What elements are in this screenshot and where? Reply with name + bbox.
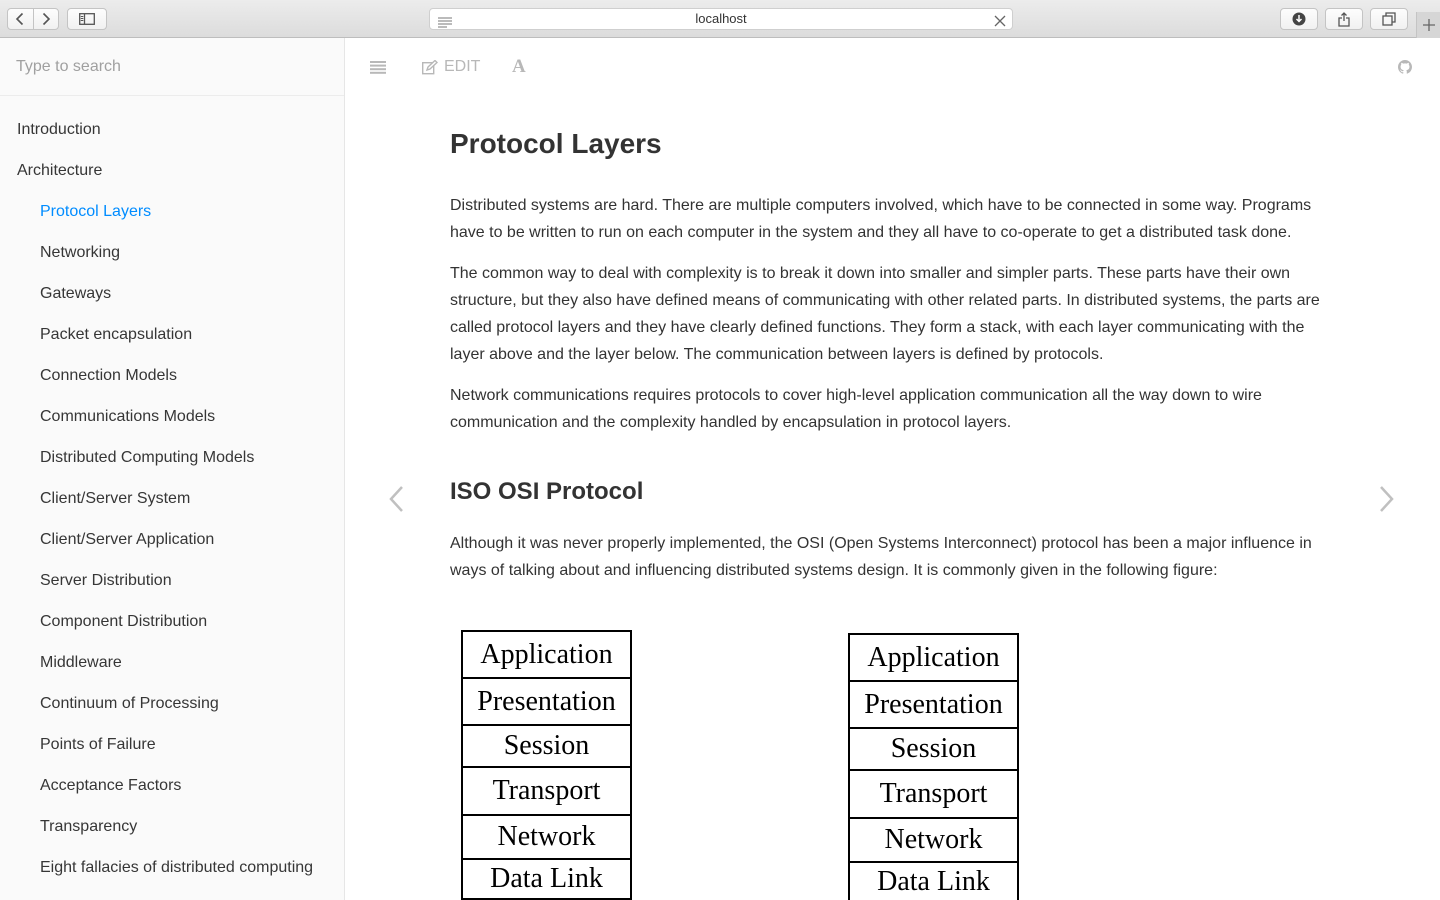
protocol-layer: Presentation [463,679,630,726]
chevron-right-icon [1376,484,1396,514]
tabs-icon [1382,12,1396,26]
edit-icon [422,60,438,75]
sidebar-item[interactable]: Architecture [17,162,103,179]
plus-icon [1423,19,1435,31]
sidebar-item[interactable]: Connection Models [40,367,177,384]
osi-figure-left [461,630,632,900]
font-icon: A [512,56,526,77]
search-input[interactable] [16,58,328,76]
paragraph: The common way to deal with complexity is to break it down into smaller and simpler parts. These parts have their own structure, but they also have defined means of communicating with other related parts. In distributed systems, the parts are called protocol layers and they have clearly defined functions. They form a stack, with each layer communicating with the layer above and the layer below. The communication between layers is defined by protocols. [450,265,1320,363]
protocol-stack [848,633,1019,900]
address-bar[interactable] [429,8,1013,30]
font-settings-button[interactable] [512,57,526,77]
sidebar-item[interactable]: Gateways [40,285,112,302]
search-box [0,38,344,96]
forward-button[interactable] [33,9,58,29]
protocol-layer: Transport [463,768,630,816]
share-button[interactable] [1325,8,1363,30]
protocol-layer: Presentation [850,682,1017,729]
protocol-layer: Transport [850,771,1017,819]
paragraph: Network communications requires protocols to cover high-level application communication all the way down to wire communication and the complexity handled by encapsulation in protocol layers. [450,387,1262,431]
protocol-layer: Data Link [463,860,630,900]
protocol-layer: Application [463,632,630,679]
sidebar-item[interactable]: Continuum of Processing [40,695,219,712]
show-tabs-button[interactable] [1370,8,1408,30]
protocol-layer: Network [463,816,630,860]
sidebar-item[interactable]: Communications Models [40,408,216,425]
protocol-stack [461,630,632,900]
download-icon [1292,12,1306,26]
reader-icon[interactable] [438,14,452,34]
protocol-layer: Session [850,729,1017,771]
paragraph: Although it was never properly implemented, the OSI (Open Systems Interconnect) protocol has been a major influence in ways of talking about and influencing distributed systems design. It is commonly given in the following figure: [450,535,1312,579]
book-sidebar [0,38,345,900]
chevron-right-icon [41,12,51,26]
sidebar-item[interactable]: Transparency [40,818,138,835]
share-icon [1338,12,1350,27]
github-button[interactable] [1398,57,1412,77]
book-header [345,38,1440,96]
edit-button[interactable] [422,57,480,77]
protocol-layer: Application [850,635,1017,682]
osi-figure-right [848,633,1019,900]
sidebar-item[interactable]: Server Distribution [40,572,172,589]
chevron-left-icon [15,12,25,26]
chevron-left-icon [387,484,407,514]
new-tab-button[interactable] [1416,12,1440,38]
sidebar-icon [79,13,95,25]
protocol-layer: Data Link [850,863,1017,900]
github-icon [1398,60,1412,74]
sidebar-item[interactable]: Component Distribution [40,613,208,630]
sidebar-item[interactable]: Client/Server Application [40,531,215,548]
next-page-button[interactable] [1376,484,1396,514]
previous-page-button[interactable] [387,484,407,514]
sidebar-item[interactable]: Points of Failure [40,736,156,753]
nav-button-group [7,8,59,30]
url-text: localhost [695,11,747,26]
sidebar-item[interactable]: Distributed Computing Models [40,449,255,466]
table-of-contents [0,96,344,888]
sidebar-item[interactable]: Networking [40,244,121,261]
toggle-summary-button[interactable] [370,57,386,77]
sidebar-item[interactable]: Client/Server System [40,490,191,507]
sidebar-item[interactable]: Eight fallacies of distributed computing [40,859,314,876]
edit-label: EDIT [444,58,481,75]
paragraph: Distributed systems are hard. There are multiple computers involved, which have to be connected in some way. Programs have to be written to run on each computer in the system and they all have to co-operate to get a distributed task done. [450,197,1312,241]
close-icon[interactable] [994,13,1006,33]
back-button[interactable] [8,9,33,29]
page-content [450,96,1340,584]
sidebar-item[interactable]: Introduction [17,121,101,138]
sidebar-toggle-button[interactable] [67,8,107,30]
page-title: Protocol Layers [450,128,662,159]
browser-toolbar [0,0,1440,38]
section-heading: ISO OSI Protocol [450,478,644,505]
sidebar-item[interactable]: Acceptance Factors [40,777,182,794]
sidebar-item[interactable]: Protocol Layers [40,203,152,220]
sidebar-item[interactable]: Packet encapsulation [40,326,193,343]
menu-icon [370,61,386,74]
protocol-layer: Network [850,819,1017,863]
sidebar-item[interactable]: Middleware [40,654,122,671]
protocol-layer: Session [463,726,630,768]
downloads-button[interactable] [1280,8,1318,30]
